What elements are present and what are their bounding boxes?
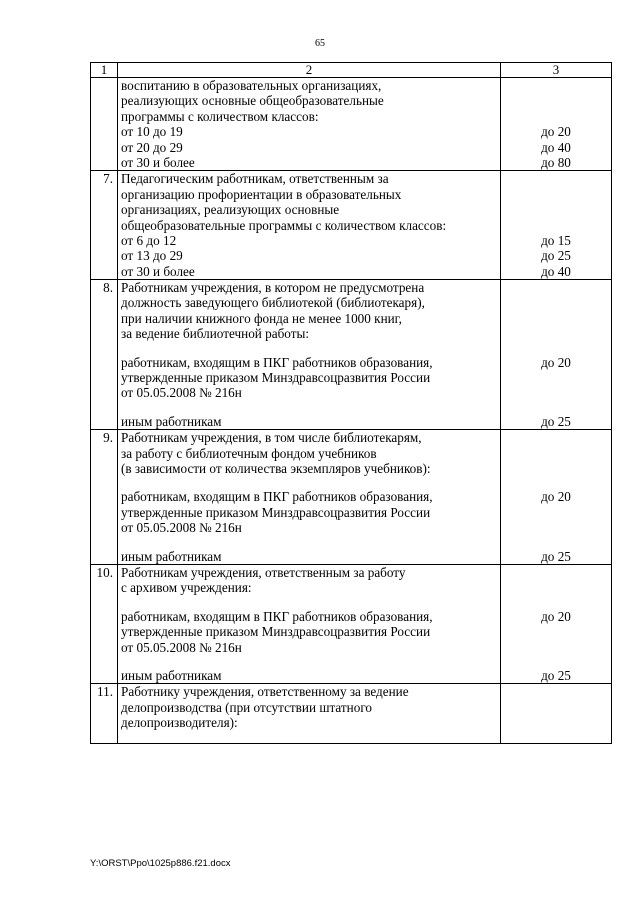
table-row (91, 171, 612, 280)
row-number: 7. (91, 171, 118, 280)
text-line: от 30 и более (121, 154, 195, 170)
row-value (501, 430, 612, 565)
table-row (91, 280, 612, 430)
value-line: до 20 (541, 608, 571, 624)
text-line: от 05.05.2008 № 216н (121, 520, 242, 536)
text-line: от 30 и более (121, 263, 195, 279)
page-number: 65 (315, 38, 325, 49)
value-line: до 25 (541, 667, 571, 683)
text-line: утвержденные приказом Минздравсоцразвития России (121, 624, 431, 640)
text-line: Работникам учреждения, в том числе библиотекарям, (121, 430, 422, 446)
row-description (118, 171, 501, 280)
value-line: до 20 (541, 124, 571, 140)
row-value (501, 564, 612, 683)
value-line: до 40 (541, 263, 571, 279)
table-row (91, 78, 612, 171)
row-value (501, 280, 612, 430)
value-line: до 40 (541, 139, 571, 155)
row-value (501, 78, 612, 171)
table-row (91, 564, 612, 683)
text-line: работникам, входящим в ПКГ работников образования, (121, 489, 433, 505)
text-line: работникам, входящим в ПКГ работников образования, (121, 354, 433, 370)
text-line: от 05.05.2008 № 216н (121, 385, 242, 401)
table-header-row (91, 63, 612, 78)
value-line: до 20 (541, 489, 571, 505)
row-description (118, 280, 501, 430)
text-line: Работникам учреждения, в котором не предусмотрена (121, 280, 425, 296)
text-line: утвержденные приказом Минздравсоцразвития России (121, 504, 431, 520)
header-col-1: 1 (91, 63, 118, 78)
value-line: до 20 (541, 354, 571, 370)
row-number (91, 78, 118, 171)
text-line: от 13 до 29 (121, 248, 183, 264)
value-line (501, 109, 611, 124)
value-line (501, 171, 611, 186)
text-line: должность заведующего библиотекой (библиотекаря), (121, 295, 425, 311)
text-line: работникам, входящим в ПКГ работников образования, (121, 608, 433, 624)
row-description (118, 78, 501, 171)
value-line: до 80 (541, 154, 571, 170)
value-line: до 25 (541, 413, 571, 429)
allowance-table (90, 62, 612, 744)
value-line (501, 187, 611, 202)
value-line (501, 218, 611, 233)
text-line: Работнику учреждения, ответственному за ведение (121, 684, 409, 700)
text-line: делопроизводителя): (121, 715, 238, 731)
header-col-3: 3 (501, 63, 612, 78)
text-line: Педагогическим работникам, ответственным за (121, 171, 389, 187)
value-line (501, 78, 611, 93)
value-line (501, 93, 611, 108)
file-path-footer: Y:\ORST\Ppo\1025p886.f21.docx (90, 858, 231, 869)
header-col-2: 2 (118, 63, 501, 78)
table-row (91, 430, 612, 565)
row-value (501, 684, 612, 744)
row-value (501, 171, 612, 280)
table-row (91, 684, 612, 744)
value-line (501, 684, 611, 699)
row-number: 8. (91, 280, 118, 430)
text-line: программы с количеством классов: (121, 108, 319, 124)
text-line: от 05.05.2008 № 216н (121, 639, 242, 655)
text-line: реализующих основные общеобразовательные (121, 93, 384, 109)
text-line: от 10 до 19 (121, 124, 183, 140)
row-number: 10. (91, 564, 118, 683)
text-line: от 6 до 12 (121, 232, 177, 248)
row-description (118, 564, 501, 683)
text-line: делопроизводства (при отсутствии штатного (121, 699, 372, 715)
value-line: до 25 (541, 548, 571, 564)
text-line: иным работникам (121, 548, 222, 564)
text-line: организацию профориентации в образовательных (121, 186, 402, 202)
text-line: (в зависимости от количества экземпляров учебников): (121, 460, 431, 476)
value-line: до 25 (541, 248, 571, 264)
text-line: при наличии книжного фонда не менее 1000 книг, (121, 310, 402, 326)
text-line: за работу с библиотечным фондом учебников (121, 445, 377, 461)
text-line: иным работникам (121, 413, 222, 429)
text-line: организациях, реализующих основные (121, 202, 340, 218)
row-description (118, 430, 501, 565)
value-line (501, 202, 611, 217)
row-number: 9. (91, 430, 118, 565)
row-number: 11. (91, 684, 118, 744)
text-line: Работникам учреждения, ответственным за работу (121, 564, 406, 580)
row-description (118, 684, 501, 744)
text-line: общеобразовательные программы с количеством классов: (121, 217, 447, 233)
text-line: за ведение библиотечной работы: (121, 326, 310, 342)
text-line: утвержденные приказом Минздравсоцразвития России (121, 370, 431, 386)
text-line: от 20 до 29 (121, 139, 183, 155)
text-line: иным работникам (121, 667, 222, 683)
text-line: с архивом учреждения: (121, 580, 252, 596)
value-line: до 15 (541, 232, 571, 248)
text-line: воспитанию в образовательных организациях, (121, 78, 382, 93)
